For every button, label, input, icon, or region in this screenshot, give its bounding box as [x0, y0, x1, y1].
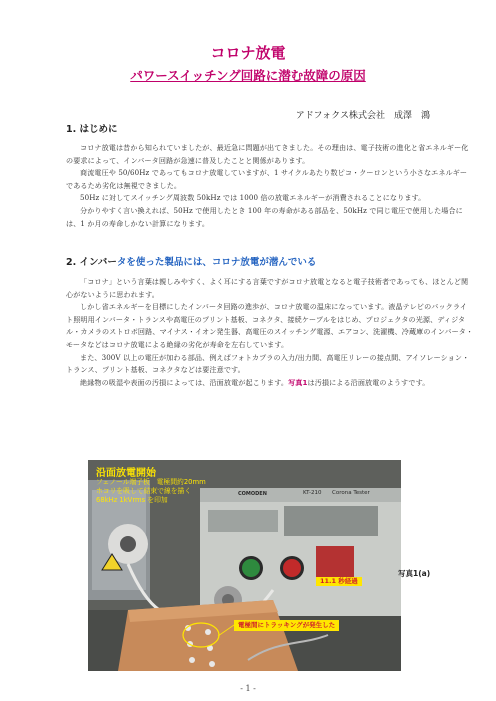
section2-heading [66, 254, 316, 268]
device-brand: COMODEN [238, 491, 267, 497]
author-line: アドフォクス株式会社 成澤 鴻 [295, 111, 430, 121]
overlay-notes [96, 478, 206, 506]
section2-heading-lead: 2. インバー [66, 257, 117, 268]
document-subtitle: パワースイッチング回路に潜む故障の原因 [130, 68, 366, 83]
section2-body [66, 276, 474, 389]
section2-paragraph: しかし省エネルギーを目標にしたインバータ回路の進歩が、コロナ放電の温床になっています。液晶テレビのバックライト照明用インバータ・トランスや高電圧のプリント基板、コネクタ、接続ケーブルをはじめ、プロジェクタの光源、ディジタル・カメラのストロボ回路、マイナス・イオン発生器、高電圧のスイッチング電源、エアコン、洗濯機、冷蔵庫のインバータ・モータなどはコロナ放電による絶縁の劣化が寿命を左右しています。 [66, 302, 474, 349]
overlay-note: フェノール端子板 電極間約20mm [96, 478, 206, 486]
photo-corona-discharge [88, 460, 401, 671]
section1-paragraph: 商流電圧や 50/60Hz であってもコロナ放電していますが、1 サイクルあたり数ピコ・クーロンという小さなエネルギーであるため劣化は無視できました。 [66, 168, 468, 190]
photo-reference: 写真1 [288, 377, 308, 387]
section2-paragraph: また、300V 以上の電圧が加わる部品、例えばフォトカプラの入力/出力間、高電圧リレーの接点間、アイソレーション・トランス、プリント基板、コネクタなどは要注意です。 [66, 352, 470, 375]
overlay-note: ホコリを吸して結束で線を描く [96, 487, 192, 496]
section2-paragraph: 絶縁物の吸湿や表面の汚損によっては、沿面放電が起こります。写真1は汚損による沿面放電のようすです。 [80, 377, 430, 387]
section2-heading-rest: タを使った製品には、コロナ放電が潜んでいる [116, 257, 317, 268]
elapsed-time-label: 11.1 秒経過 [316, 577, 362, 586]
overlay-note: 68kHz 1kVrms を印加 [96, 496, 168, 505]
device-label: Corona Tester [332, 490, 370, 496]
device-model: KT-210 [303, 490, 322, 496]
section1-paragraph: コロナ放電は昔から知られていましたが、最近急に問題が出てきました。その理由は、電子技術の進化と省エネルギー化の要求によって、インバータ回路が急速に普及したことと関係があります。 [66, 143, 469, 165]
section1-paragraph: 分かりやすく言い換えれば、50Hz で使用したとき 100 年の寿命がある部品を、50kHz で同じ電圧で使用した場合には、1 か月の寿命しかない計算になります。 [66, 205, 463, 228]
document-title: コロナ放電 [210, 44, 286, 62]
section1-paragraph: 50Hz に対してスイッチング周波数 50kHz では 1000 倍の放電エネルギーが消費されることになります。 [80, 193, 426, 203]
page-number: - 1 - [240, 684, 256, 693]
tracking-label: 電極間にトラッキングが発生した [234, 620, 339, 631]
overlay-title: 沿面放電開始 [96, 468, 156, 479]
section1-heading: 1. はじめに [66, 124, 118, 135]
section2-paragraph: 「コロナ」という言葉は親しみやすく、よく耳にする言葉ですがコロナ放電となると電子技術者であっても、ほとんど関心がないように思われます。 [66, 277, 469, 299]
photo-caption: 写真1(a) [398, 569, 431, 578]
section1-body [66, 142, 474, 230]
